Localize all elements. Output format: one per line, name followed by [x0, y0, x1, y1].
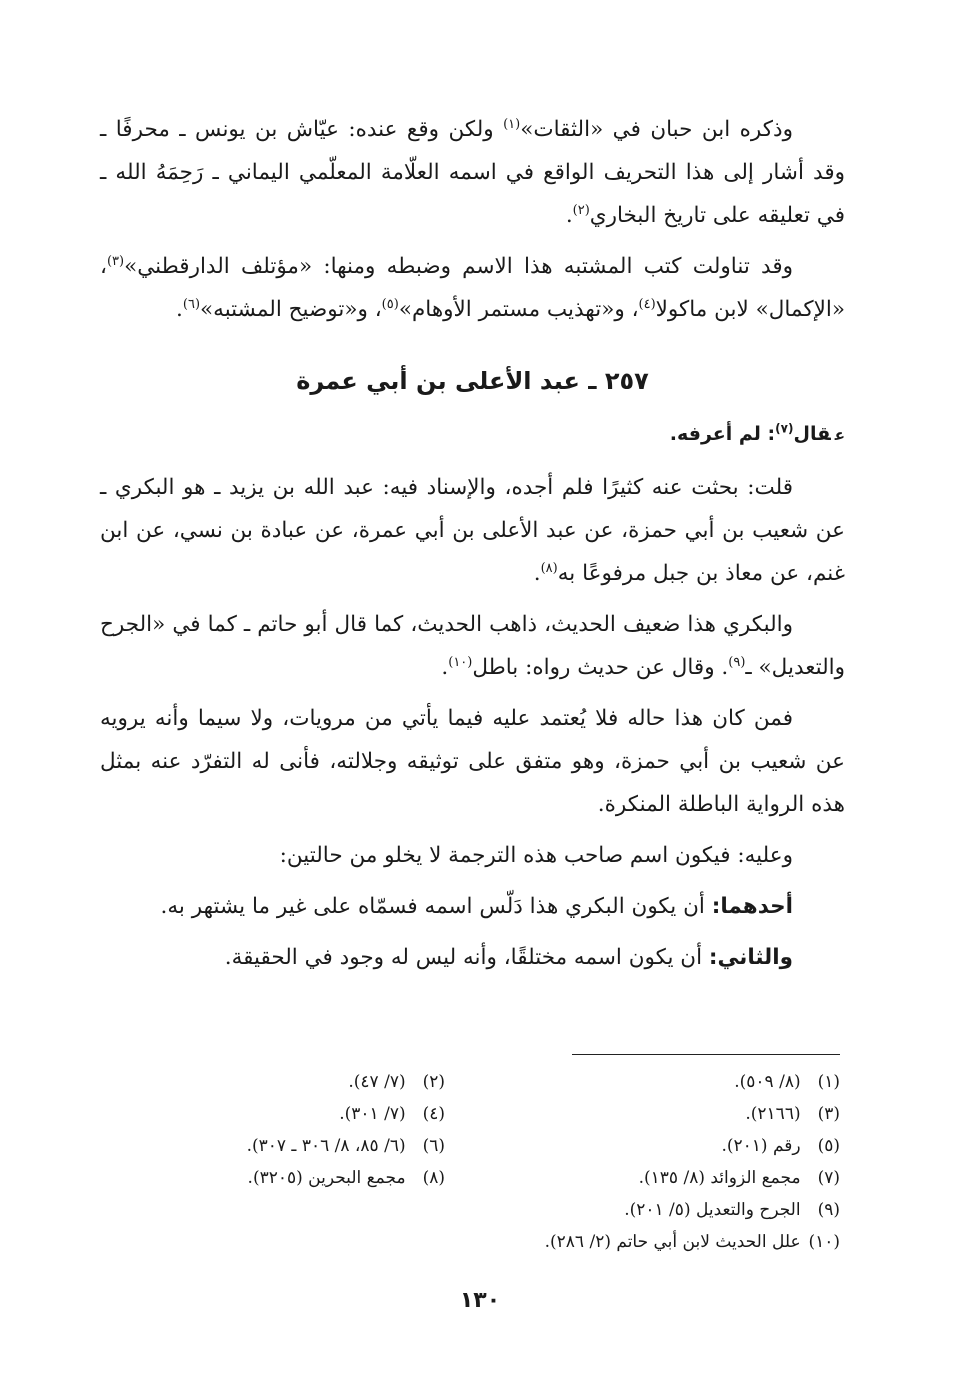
footnote-ref[interactable]: (٧)	[775, 421, 794, 436]
paragraph-text: ، و«توضيح المشتبه»	[200, 297, 382, 322]
footnote-ref[interactable]: (٩)	[728, 654, 746, 670]
footnote-9	[120, 1196, 840, 1224]
paragraph-text: وقد تناولت كتب المشتبه هذا الاسم وضبطه ومنها: «مؤتلف الدارقطني»	[124, 254, 793, 279]
footnote-ref[interactable]: (٢)	[572, 202, 590, 218]
paragraph-end: .	[441, 655, 449, 680]
footnote-text: رقم (٢٠١).	[721, 1136, 801, 1156]
paragraph-ibn-hibban	[100, 108, 845, 237]
case-second	[100, 936, 845, 979]
footnote-number: (٢)	[422, 1072, 445, 1092]
footnote-ref[interactable]: (١)	[503, 116, 521, 132]
footnote-text: مجمع البحرين (٣٢٠٥).	[247, 1168, 406, 1188]
footnote-7	[445, 1164, 840, 1192]
footnotes	[120, 1068, 840, 1256]
paragraph-text: وذكره ابن حبان في «الثقات»	[520, 117, 793, 142]
footnote-2	[120, 1068, 445, 1096]
entry-heading: ٢٥٧ ـ عبد الأعلى بن أبي عمرة	[296, 367, 649, 395]
footnote-text: (٧/ ٣٠١).	[339, 1104, 406, 1124]
paragraph-text: . وقال عن حديث رواه: باطل	[472, 655, 729, 680]
footnote-ref[interactable]: (١٠)	[448, 654, 473, 670]
paragraph-end: .	[176, 297, 183, 322]
footnote-6	[120, 1132, 445, 1160]
paragraph-text: ولكن وقع عنده: عيّاش بن يونس ـ محرفًا ـ وقد أشار إلى هذا التحريف الواقع في اسمه العلّامة المعلّمي اليماني ـ رَحِمَهُ الله ـ في تعليقه على تاريخ البخاري	[100, 117, 845, 228]
footnote-text: علل الحديث لابن أبي حاتم (٢/ ٢٨٦).	[544, 1232, 801, 1252]
paragraph-bakri	[100, 603, 845, 689]
paragraph-text: والبكري هذا ضعيف الحديث، ذاهب الحديث، كما قال أبو حاتم ـ كما في «الجرح والتعديل» ـ	[100, 612, 845, 680]
source-mark: ع	[834, 426, 845, 444]
page-body	[100, 108, 845, 987]
footnote-1	[445, 1068, 840, 1096]
paragraph-end: .	[533, 561, 541, 586]
case-label: والثاني:	[708, 945, 793, 970]
footnote-5	[445, 1132, 840, 1160]
footnote-number: (١)	[817, 1072, 840, 1092]
case-text: أن يكون اسمه مختلقًا، وأنه ليس له وجود في الحقيقة.	[224, 945, 709, 970]
footnote-ref[interactable]: (٨)	[540, 560, 558, 576]
paragraph-qultu	[100, 466, 845, 595]
footnote-number: (٤)	[422, 1104, 445, 1124]
footnote-number: (٣)	[817, 1104, 840, 1124]
paragraph-text: ، و«تهذيب مستمر الأوهام»	[398, 297, 639, 322]
paragraph-text: وعليه: فيكون اسم صاحب هذه الترجمة لا يخلو من حالتين:	[279, 843, 793, 868]
footnote-ref[interactable]: (٣)	[106, 253, 125, 269]
footnote-ref[interactable]: (٦)	[182, 296, 201, 312]
footnote-text: الجرح والتعديل (٥/ ٢٠١).	[624, 1200, 801, 1220]
footnote-4	[120, 1100, 445, 1128]
footnote-10	[120, 1228, 840, 1256]
footnote-text: (٧/ ٤٧).	[348, 1072, 406, 1092]
qala-label: قال	[793, 423, 831, 445]
footnote-text: (٦/ ٨٥، ٨/ ٣٠٦ ـ ٣٠٧).	[246, 1136, 406, 1156]
footnote-text: (٨/ ٥٠٩).	[734, 1072, 801, 1092]
qala-line	[100, 415, 845, 454]
footnote-text: مجمع الزوائد (٨/ ١٣٥).	[638, 1168, 801, 1188]
case-label: أحدهما:	[711, 894, 793, 919]
footnote-ref[interactable]: (٤)	[638, 296, 656, 312]
page-number: ١٣٠	[459, 1288, 501, 1313]
paragraph-hal	[100, 697, 845, 826]
footnote-number: (٧)	[817, 1168, 840, 1188]
paragraph-alayh	[100, 834, 845, 877]
footnote-ref[interactable]: (٥)	[381, 296, 399, 312]
qala-text: : لم أعرفه.	[669, 423, 776, 445]
footnote-number: (٦)	[422, 1136, 445, 1156]
footnote-separator	[572, 1054, 840, 1055]
footnote-number: (٩)	[817, 1200, 840, 1220]
footnote-number: (٥)	[817, 1136, 840, 1156]
paragraph-text: ، «الإكمال» لابن ماكولا	[100, 254, 845, 322]
footnote-number: (٨)	[422, 1168, 445, 1188]
paragraph-text: فمن كان هذا حاله فلا يُعتمد عليه فيما يأتي من مرويات، ولا سيما وأنه يرويه عن شعيب بن أبي حمزة، وهو متفق على توثيقه وجلالته، فأنى له التفرّد عنه بمثل هذه الرواية الباطلة المنكرة.	[100, 706, 845, 817]
case-first	[100, 885, 845, 928]
paragraph-end: .	[565, 203, 573, 228]
footnote-8	[120, 1164, 445, 1192]
paragraph-text: قلت: بحثت عنه كثيرًا فلم أجده، والإسناد فيه: عبد الله بن يزيد ـ هو البكري ـ عن شعيب بن أبي حمزة، عن عبد الأعلى بن أبي عمرة، عن عبادة بن نسي، عن ابن غنم، عن معاذ بن جبل مرفوعًا به	[100, 475, 845, 586]
paragraph-mushtabah	[100, 245, 845, 331]
case-text: أن يكون البكري هذا دَلّس اسمه فسمّاه على غير ما يشتهر به.	[160, 894, 712, 919]
footnote-3	[445, 1100, 840, 1128]
footnote-number: (١٠)	[808, 1232, 840, 1252]
footnote-text: (٢١٦٦).	[745, 1104, 801, 1124]
